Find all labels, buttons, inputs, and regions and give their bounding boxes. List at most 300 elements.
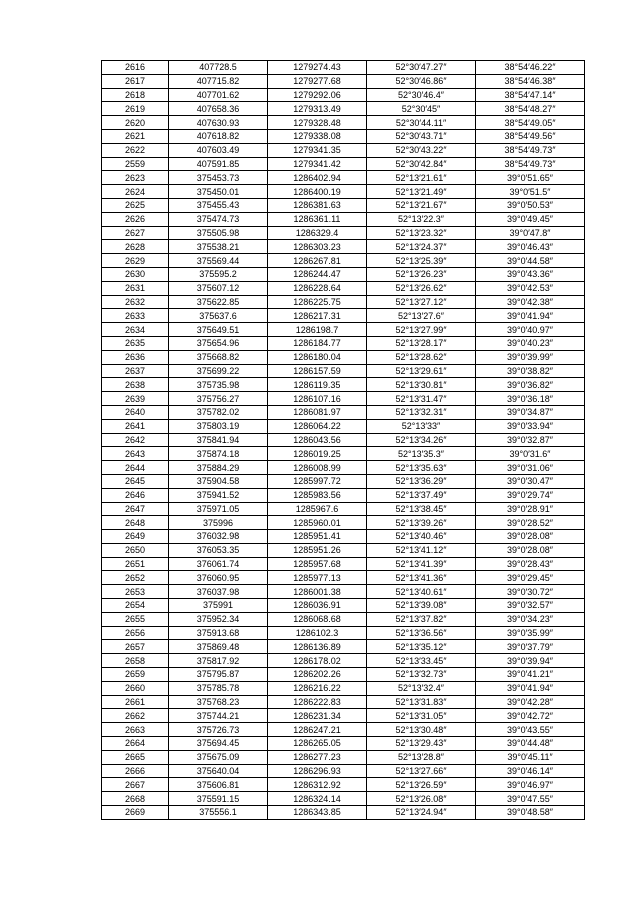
y-coordinate-cell: 1286343.85 xyxy=(268,806,367,820)
x-coordinate-cell: 375952.34 xyxy=(169,612,268,626)
y-coordinate-cell: 1286231.34 xyxy=(268,709,367,723)
latitude-cell: 52°13′26.23″ xyxy=(367,267,476,281)
latitude-cell: 52°13′37.49″ xyxy=(367,488,476,502)
y-coordinate-cell: 1286119.35 xyxy=(268,378,367,392)
latitude-cell: 52°13′39.26″ xyxy=(367,516,476,530)
x-coordinate-cell: 375785.78 xyxy=(169,681,268,695)
longitude-cell: 39°0′47.8″ xyxy=(476,226,585,240)
latitude-cell: 52°13′24.94″ xyxy=(367,806,476,820)
x-coordinate-cell: 407618.82 xyxy=(169,129,268,143)
table-row xyxy=(102,102,585,116)
x-coordinate-cell: 375768.23 xyxy=(169,695,268,709)
y-coordinate-cell: 1286107.16 xyxy=(268,392,367,406)
point-number-cell: 2660 xyxy=(102,681,169,695)
x-coordinate-cell: 375991 xyxy=(169,599,268,613)
y-coordinate-cell: 1279277.68 xyxy=(268,74,367,88)
point-number-cell: 2624 xyxy=(102,185,169,199)
longitude-cell: 38°54′49.05″ xyxy=(476,116,585,130)
y-coordinate-cell: 1286303.23 xyxy=(268,240,367,254)
point-number-cell: 2618 xyxy=(102,88,169,102)
point-number-cell: 2642 xyxy=(102,433,169,447)
x-coordinate-cell: 375474.73 xyxy=(169,212,268,226)
point-number-cell: 2661 xyxy=(102,695,169,709)
table-row xyxy=(102,295,585,309)
x-coordinate-cell: 375694.45 xyxy=(169,737,268,751)
point-number-cell: 2653 xyxy=(102,585,169,599)
table-row xyxy=(102,61,585,75)
table-row xyxy=(102,681,585,695)
point-number-cell: 2651 xyxy=(102,557,169,571)
longitude-cell: 39°0′46.43″ xyxy=(476,240,585,254)
table-row xyxy=(102,447,585,461)
y-coordinate-cell: 1286225.75 xyxy=(268,295,367,309)
latitude-cell: 52°30′46.86″ xyxy=(367,74,476,88)
point-number-cell: 2662 xyxy=(102,709,169,723)
point-number-cell: 2630 xyxy=(102,267,169,281)
y-coordinate-cell: 1286402.94 xyxy=(268,171,367,185)
longitude-cell: 39°0′37.79″ xyxy=(476,640,585,654)
x-coordinate-cell: 375606.81 xyxy=(169,778,268,792)
point-number-cell: 2669 xyxy=(102,806,169,820)
latitude-cell: 52°13′27.6″ xyxy=(367,309,476,323)
longitude-cell: 39°0′30.72″ xyxy=(476,585,585,599)
longitude-cell: 38°54′46.38″ xyxy=(476,74,585,88)
longitude-cell: 39°0′46.14″ xyxy=(476,764,585,778)
point-number-cell: 2666 xyxy=(102,764,169,778)
longitude-cell: 38°54′49.56″ xyxy=(476,129,585,143)
longitude-cell: 38°54′48.27″ xyxy=(476,102,585,116)
y-coordinate-cell: 1286222.83 xyxy=(268,695,367,709)
latitude-cell: 52°13′36.29″ xyxy=(367,474,476,488)
latitude-cell: 52°13′22.3″ xyxy=(367,212,476,226)
latitude-cell: 52°13′35.12″ xyxy=(367,640,476,654)
longitude-cell: 39°0′39.99″ xyxy=(476,350,585,364)
latitude-cell: 52°13′31.47″ xyxy=(367,392,476,406)
y-coordinate-cell: 1286361.11 xyxy=(268,212,367,226)
y-coordinate-cell: 1286068.68 xyxy=(268,612,367,626)
table-row xyxy=(102,309,585,323)
table-row xyxy=(102,502,585,516)
table-row xyxy=(102,198,585,212)
y-coordinate-cell: 1279341.35 xyxy=(268,143,367,157)
table-row xyxy=(102,737,585,751)
y-coordinate-cell: 1285957.68 xyxy=(268,557,367,571)
x-coordinate-cell: 375569.44 xyxy=(169,254,268,268)
longitude-cell: 39°0′31.6″ xyxy=(476,447,585,461)
longitude-cell: 39°0′41.21″ xyxy=(476,668,585,682)
y-coordinate-cell: 1285967.6 xyxy=(268,502,367,516)
x-coordinate-cell: 407715.82 xyxy=(169,74,268,88)
x-coordinate-cell: 407658.36 xyxy=(169,102,268,116)
point-number-cell: 2663 xyxy=(102,723,169,737)
x-coordinate-cell: 375735.98 xyxy=(169,378,268,392)
table-row xyxy=(102,709,585,723)
table-row xyxy=(102,226,585,240)
y-coordinate-cell: 1286267.81 xyxy=(268,254,367,268)
table-row xyxy=(102,378,585,392)
x-coordinate-cell: 375904.58 xyxy=(169,474,268,488)
x-coordinate-cell: 375782.02 xyxy=(169,405,268,419)
coordinates-table-body xyxy=(102,61,585,820)
point-number-cell: 2639 xyxy=(102,392,169,406)
table-row xyxy=(102,599,585,613)
table-row xyxy=(102,364,585,378)
table-row xyxy=(102,723,585,737)
table-row xyxy=(102,392,585,406)
y-coordinate-cell: 1286136.89 xyxy=(268,640,367,654)
y-coordinate-cell: 1285977.13 xyxy=(268,571,367,585)
longitude-cell: 39°0′32.87″ xyxy=(476,433,585,447)
x-coordinate-cell: 375637.6 xyxy=(169,309,268,323)
table-row xyxy=(102,185,585,199)
longitude-cell: 39°0′36.18″ xyxy=(476,392,585,406)
longitude-cell: 39°0′51.65″ xyxy=(476,171,585,185)
latitude-cell: 52°30′44.11″ xyxy=(367,116,476,130)
longitude-cell: 38°54′46.22″ xyxy=(476,61,585,75)
y-coordinate-cell: 1286296.93 xyxy=(268,764,367,778)
latitude-cell: 52°30′43.22″ xyxy=(367,143,476,157)
point-number-cell: 2655 xyxy=(102,612,169,626)
y-coordinate-cell: 1286008.99 xyxy=(268,461,367,475)
table-row xyxy=(102,116,585,130)
table-row xyxy=(102,516,585,530)
table-row xyxy=(102,778,585,792)
x-coordinate-cell: 375795.87 xyxy=(169,668,268,682)
y-coordinate-cell: 1286312.92 xyxy=(268,778,367,792)
longitude-cell: 39°0′40.97″ xyxy=(476,323,585,337)
latitude-cell: 52°13′39.08″ xyxy=(367,599,476,613)
x-coordinate-cell: 375556.1 xyxy=(169,806,268,820)
latitude-cell: 52°30′46.4″ xyxy=(367,88,476,102)
latitude-cell: 52°13′32.31″ xyxy=(367,405,476,419)
x-coordinate-cell: 407630.93 xyxy=(169,116,268,130)
longitude-cell: 39°0′46.97″ xyxy=(476,778,585,792)
longitude-cell: 39°0′30.47″ xyxy=(476,474,585,488)
x-coordinate-cell: 407591.85 xyxy=(169,157,268,171)
point-number-cell: 2620 xyxy=(102,116,169,130)
longitude-cell: 38°54′47.14″ xyxy=(476,88,585,102)
latitude-cell: 52°13′28.62″ xyxy=(367,350,476,364)
longitude-cell: 39°0′33.94″ xyxy=(476,419,585,433)
longitude-cell: 39°0′28.52″ xyxy=(476,516,585,530)
table-row xyxy=(102,350,585,364)
y-coordinate-cell: 1286381.63 xyxy=(268,198,367,212)
point-number-cell: 2645 xyxy=(102,474,169,488)
y-coordinate-cell: 1286277.23 xyxy=(268,750,367,764)
latitude-cell: 52°13′38.45″ xyxy=(367,502,476,516)
latitude-cell: 52°13′21.61″ xyxy=(367,171,476,185)
x-coordinate-cell: 375450.01 xyxy=(169,185,268,199)
y-coordinate-cell: 1286247.21 xyxy=(268,723,367,737)
table-row xyxy=(102,323,585,337)
point-number-cell: 2621 xyxy=(102,129,169,143)
latitude-cell: 52°13′41.36″ xyxy=(367,571,476,585)
y-coordinate-cell: 1286064.22 xyxy=(268,419,367,433)
longitude-cell: 39°0′35.99″ xyxy=(476,626,585,640)
latitude-cell: 52°13′40.46″ xyxy=(367,530,476,544)
latitude-cell: 52°13′32.73″ xyxy=(367,668,476,682)
longitude-cell: 39°0′39.94″ xyxy=(476,654,585,668)
table-row xyxy=(102,419,585,433)
point-number-cell: 2659 xyxy=(102,668,169,682)
table-row xyxy=(102,488,585,502)
table-row xyxy=(102,461,585,475)
latitude-cell: 52°13′27.66″ xyxy=(367,764,476,778)
latitude-cell: 52°13′40.61″ xyxy=(367,585,476,599)
x-coordinate-cell: 375884.29 xyxy=(169,461,268,475)
longitude-cell: 39°0′50.53″ xyxy=(476,198,585,212)
x-coordinate-cell: 375675.09 xyxy=(169,750,268,764)
latitude-cell: 52°13′37.82″ xyxy=(367,612,476,626)
point-number-cell: 2626 xyxy=(102,212,169,226)
point-number-cell: 2654 xyxy=(102,599,169,613)
longitude-cell: 39°0′42.53″ xyxy=(476,281,585,295)
latitude-cell: 52°13′28.17″ xyxy=(367,336,476,350)
table-row xyxy=(102,474,585,488)
longitude-cell: 39°0′42.28″ xyxy=(476,695,585,709)
point-number-cell: 2668 xyxy=(102,792,169,806)
point-number-cell: 2640 xyxy=(102,405,169,419)
y-coordinate-cell: 1279274.43 xyxy=(268,61,367,75)
point-number-cell: 2649 xyxy=(102,530,169,544)
longitude-cell: 39°0′43.36″ xyxy=(476,267,585,281)
latitude-cell: 52°13′33″ xyxy=(367,419,476,433)
longitude-cell: 39°0′42.38″ xyxy=(476,295,585,309)
x-coordinate-cell: 375640.04 xyxy=(169,764,268,778)
latitude-cell: 52°13′35.63″ xyxy=(367,461,476,475)
table-row xyxy=(102,530,585,544)
latitude-cell: 52°13′35.3″ xyxy=(367,447,476,461)
latitude-cell: 52°13′32.4″ xyxy=(367,681,476,695)
longitude-cell: 39°0′45.11″ xyxy=(476,750,585,764)
table-row xyxy=(102,74,585,88)
point-number-cell: 2646 xyxy=(102,488,169,502)
latitude-cell: 52°13′29.61″ xyxy=(367,364,476,378)
point-number-cell: 2627 xyxy=(102,226,169,240)
y-coordinate-cell: 1286184.77 xyxy=(268,336,367,350)
longitude-cell: 39°0′42.72″ xyxy=(476,709,585,723)
x-coordinate-cell: 376060.95 xyxy=(169,571,268,585)
longitude-cell: 39°0′40.23″ xyxy=(476,336,585,350)
x-coordinate-cell: 375913.68 xyxy=(169,626,268,640)
x-coordinate-cell: 375607.12 xyxy=(169,281,268,295)
y-coordinate-cell: 1285951.41 xyxy=(268,530,367,544)
point-number-cell: 2632 xyxy=(102,295,169,309)
table-row xyxy=(102,612,585,626)
table-row xyxy=(102,750,585,764)
latitude-cell: 52°13′30.81″ xyxy=(367,378,476,392)
x-coordinate-cell: 375869.48 xyxy=(169,640,268,654)
latitude-cell: 52°30′45″ xyxy=(367,102,476,116)
latitude-cell: 52°13′24.37″ xyxy=(367,240,476,254)
point-number-cell: 2652 xyxy=(102,571,169,585)
y-coordinate-cell: 1279328.48 xyxy=(268,116,367,130)
latitude-cell: 52°13′31.83″ xyxy=(367,695,476,709)
table-row xyxy=(102,267,585,281)
latitude-cell: 52°13′33.45″ xyxy=(367,654,476,668)
longitude-cell: 39°0′28.08″ xyxy=(476,530,585,544)
y-coordinate-cell: 1285983.56 xyxy=(268,488,367,502)
y-coordinate-cell: 1286036.91 xyxy=(268,599,367,613)
y-coordinate-cell: 1286001.38 xyxy=(268,585,367,599)
longitude-cell: 39°0′49.45″ xyxy=(476,212,585,226)
point-number-cell: 2636 xyxy=(102,350,169,364)
y-coordinate-cell: 1286216.22 xyxy=(268,681,367,695)
y-coordinate-cell: 1285951.26 xyxy=(268,543,367,557)
point-number-cell: 2667 xyxy=(102,778,169,792)
y-coordinate-cell: 1286180.04 xyxy=(268,350,367,364)
latitude-cell: 52°13′30.48″ xyxy=(367,723,476,737)
latitude-cell: 52°13′41.12″ xyxy=(367,543,476,557)
table-row xyxy=(102,654,585,668)
x-coordinate-cell: 376061.74 xyxy=(169,557,268,571)
latitude-cell: 52°30′42.84″ xyxy=(367,157,476,171)
y-coordinate-cell: 1286198.7 xyxy=(268,323,367,337)
table-row xyxy=(102,171,585,185)
point-number-cell: 2623 xyxy=(102,171,169,185)
point-number-cell: 2622 xyxy=(102,143,169,157)
x-coordinate-cell: 407701.62 xyxy=(169,88,268,102)
latitude-cell: 52°13′28.8″ xyxy=(367,750,476,764)
longitude-cell: 39°0′36.82″ xyxy=(476,378,585,392)
point-number-cell: 2617 xyxy=(102,74,169,88)
x-coordinate-cell: 375996 xyxy=(169,516,268,530)
longitude-cell: 38°54′49.73″ xyxy=(476,143,585,157)
x-coordinate-cell: 375668.82 xyxy=(169,350,268,364)
point-number-cell: 2650 xyxy=(102,543,169,557)
table-row xyxy=(102,433,585,447)
latitude-cell: 52°13′27.99″ xyxy=(367,323,476,337)
latitude-cell: 52°13′36.56″ xyxy=(367,626,476,640)
x-coordinate-cell: 375817.92 xyxy=(169,654,268,668)
y-coordinate-cell: 1286202.26 xyxy=(268,668,367,682)
table-row xyxy=(102,695,585,709)
y-coordinate-cell: 1286178.02 xyxy=(268,654,367,668)
longitude-cell: 39°0′41.94″ xyxy=(476,309,585,323)
point-number-cell: 2665 xyxy=(102,750,169,764)
table-row xyxy=(102,88,585,102)
point-number-cell: 2644 xyxy=(102,461,169,475)
table-row xyxy=(102,143,585,157)
latitude-cell: 52°30′43.71″ xyxy=(367,129,476,143)
point-number-cell: 2634 xyxy=(102,323,169,337)
x-coordinate-cell: 375654.96 xyxy=(169,336,268,350)
longitude-cell: 39°0′43.55″ xyxy=(476,723,585,737)
longitude-cell: 39°0′28.91″ xyxy=(476,502,585,516)
y-coordinate-cell: 1286265.05 xyxy=(268,737,367,751)
point-number-cell: 2638 xyxy=(102,378,169,392)
x-coordinate-cell: 375591.15 xyxy=(169,792,268,806)
point-number-cell: 2625 xyxy=(102,198,169,212)
point-number-cell: 2657 xyxy=(102,640,169,654)
y-coordinate-cell: 1286244.47 xyxy=(268,267,367,281)
table-row xyxy=(102,571,585,585)
x-coordinate-cell: 375505.98 xyxy=(169,226,268,240)
x-coordinate-cell: 375595.2 xyxy=(169,267,268,281)
x-coordinate-cell: 375803.19 xyxy=(169,419,268,433)
y-coordinate-cell: 1286400.19 xyxy=(268,185,367,199)
y-coordinate-cell: 1286228.64 xyxy=(268,281,367,295)
table-row xyxy=(102,281,585,295)
longitude-cell: 38°54′49.73″ xyxy=(476,157,585,171)
latitude-cell: 52°13′26.08″ xyxy=(367,792,476,806)
longitude-cell: 39°0′31.06″ xyxy=(476,461,585,475)
y-coordinate-cell: 1286157.59 xyxy=(268,364,367,378)
y-coordinate-cell: 1286324.14 xyxy=(268,792,367,806)
x-coordinate-cell: 375538.21 xyxy=(169,240,268,254)
y-coordinate-cell: 1279313.49 xyxy=(268,102,367,116)
y-coordinate-cell: 1286217.31 xyxy=(268,309,367,323)
latitude-cell: 52°13′29.43″ xyxy=(367,737,476,751)
longitude-cell: 39°0′28.08″ xyxy=(476,543,585,557)
x-coordinate-cell: 376037.98 xyxy=(169,585,268,599)
table-row xyxy=(102,405,585,419)
x-coordinate-cell: 376053.35 xyxy=(169,543,268,557)
longitude-cell: 39°0′34.87″ xyxy=(476,405,585,419)
latitude-cell: 52°13′34.26″ xyxy=(367,433,476,447)
y-coordinate-cell: 1286019.25 xyxy=(268,447,367,461)
x-coordinate-cell: 375726.73 xyxy=(169,723,268,737)
table-row xyxy=(102,254,585,268)
x-coordinate-cell: 375453.73 xyxy=(169,171,268,185)
point-number-cell: 2664 xyxy=(102,737,169,751)
x-coordinate-cell: 375622.85 xyxy=(169,295,268,309)
longitude-cell: 39°0′41.94″ xyxy=(476,681,585,695)
x-coordinate-cell: 375699.22 xyxy=(169,364,268,378)
latitude-cell: 52°13′25.39″ xyxy=(367,254,476,268)
x-coordinate-cell: 407603.49 xyxy=(169,143,268,157)
point-number-cell: 2559 xyxy=(102,157,169,171)
latitude-cell: 52°13′27.12″ xyxy=(367,295,476,309)
y-coordinate-cell: 1286329.4 xyxy=(268,226,367,240)
table-row xyxy=(102,640,585,654)
point-number-cell: 2631 xyxy=(102,281,169,295)
table-row xyxy=(102,212,585,226)
longitude-cell: 39°0′51.5″ xyxy=(476,185,585,199)
point-number-cell: 2628 xyxy=(102,240,169,254)
latitude-cell: 52°13′41.39″ xyxy=(367,557,476,571)
latitude-cell: 52°13′21.67″ xyxy=(367,198,476,212)
longitude-cell: 39°0′44.48″ xyxy=(476,737,585,751)
point-number-cell: 2647 xyxy=(102,502,169,516)
x-coordinate-cell: 376032.98 xyxy=(169,530,268,544)
x-coordinate-cell: 375455.43 xyxy=(169,198,268,212)
y-coordinate-cell: 1286081.97 xyxy=(268,405,367,419)
latitude-cell: 52°13′26.62″ xyxy=(367,281,476,295)
y-coordinate-cell: 1285997.72 xyxy=(268,474,367,488)
x-coordinate-cell: 375874.18 xyxy=(169,447,268,461)
y-coordinate-cell: 1286043.56 xyxy=(268,433,367,447)
longitude-cell: 39°0′32.57″ xyxy=(476,599,585,613)
point-number-cell: 2648 xyxy=(102,516,169,530)
longitude-cell: 39°0′44.58″ xyxy=(476,254,585,268)
table-row xyxy=(102,557,585,571)
table-row xyxy=(102,157,585,171)
table-row xyxy=(102,764,585,778)
y-coordinate-cell: 1279338.08 xyxy=(268,129,367,143)
x-coordinate-cell: 375841.94 xyxy=(169,433,268,447)
longitude-cell: 39°0′34.23″ xyxy=(476,612,585,626)
latitude-cell: 52°13′31.05″ xyxy=(367,709,476,723)
latitude-cell: 52°13′23.32″ xyxy=(367,226,476,240)
x-coordinate-cell: 375649.51 xyxy=(169,323,268,337)
table-row xyxy=(102,668,585,682)
table-row xyxy=(102,806,585,820)
point-number-cell: 2635 xyxy=(102,336,169,350)
table-row xyxy=(102,585,585,599)
longitude-cell: 39°0′38.82″ xyxy=(476,364,585,378)
longitude-cell: 39°0′29.74″ xyxy=(476,488,585,502)
